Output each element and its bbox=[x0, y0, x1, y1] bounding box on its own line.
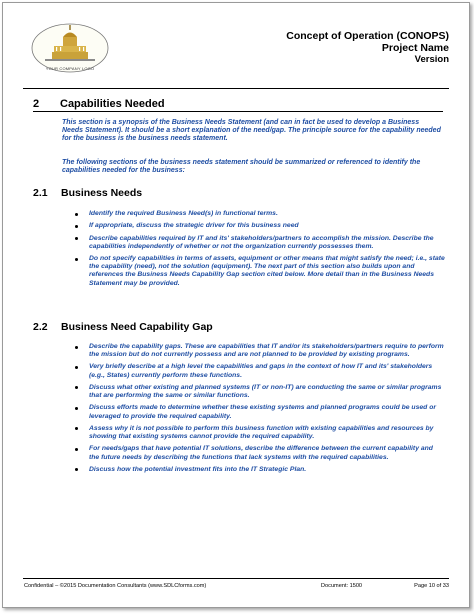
list-item: Discuss what other existing and planned systems (IT or non-IT) are conducting the same or similar programs that are performing the same or similar functions. bbox=[75, 384, 445, 400]
footer-page-number: Page 10 of 33 bbox=[414, 583, 449, 589]
footer-document-number: Document: 1500 bbox=[321, 583, 363, 589]
version-label: Version bbox=[414, 54, 449, 65]
footer-copyright: Confidential – ©2015 Documentation Consultants (www.SDLCforms.com) bbox=[24, 583, 207, 589]
list-item: Do not specify capabilities in terms of assets, equipment or other means that might satisfy the need; i.e., state the capability (need), not the solution (equipment). The next part of this section also builds upon and references the Business Needs Capability Gap section cited below. More detail than in the Business Needs Statement may be provided. bbox=[75, 255, 445, 287]
list-item: If appropriate, discuss the strategic driver for this business need bbox=[75, 222, 445, 230]
section-number: 2 bbox=[33, 98, 40, 110]
subsection-title: Business Need Capability Gap bbox=[61, 321, 213, 333]
footer-divider bbox=[23, 578, 449, 579]
business-needs-list bbox=[75, 210, 445, 292]
subsection-title: Business Needs bbox=[61, 187, 143, 199]
header-divider bbox=[23, 88, 449, 89]
logo-caption: YOUR COMPANY LOGO bbox=[45, 66, 95, 71]
subsection-number: 2.1 bbox=[33, 187, 48, 199]
subsection-number: 2.2 bbox=[33, 321, 48, 333]
project-name: Project Name bbox=[381, 42, 449, 54]
subsection-heading bbox=[33, 187, 142, 199]
list-item: Describe capabilities required by IT and its' stakeholders/partners to accomplish the mission. Describe the capabilities independently of whether or not the organization currently possesses them. bbox=[75, 235, 445, 251]
page-header bbox=[286, 30, 449, 66]
list-item: Discuss how the potential investment fits into the IT Strategic Plan. bbox=[75, 466, 445, 474]
subsection-heading bbox=[33, 321, 213, 333]
list-item: Describe the capability gaps. These are capabilities that IT and/or its stakeholders/partners require to perform the mission but do not currently possess and are not planned to be provided by existing programs. bbox=[75, 343, 445, 359]
document-title: Concept of Operation (CONOPS) bbox=[286, 30, 449, 42]
company-logo bbox=[30, 20, 110, 80]
list-item: For needs/gaps that have potential IT solutions, describe the difference between the current capability and the future needs by describing the functions that lack systems with the required capabilities. bbox=[75, 445, 445, 461]
intro-paragraph: This section is a synopsis of the Business Needs Statement (and can in fact be used to develop a Business Needs Statement). It should be a short explanation of the need/gap. The principle source for the capability needed for the business is the business needs statement. bbox=[62, 119, 441, 143]
intro-paragraph-2: The following sections of the business needs statement should be summarized or referenced to identify the capabilities needed for the business: bbox=[62, 159, 421, 175]
list-item: Very briefly describe at a high level the capabilities and gaps in the context of how IT and its' stakeholders (e.g., States) currently perform these functions. bbox=[75, 363, 445, 379]
capability-gap-list bbox=[75, 343, 445, 478]
document-page bbox=[2, 2, 470, 608]
section-heading bbox=[33, 98, 443, 112]
list-item: Identify the required Business Need(s) in functional terms. bbox=[75, 210, 445, 218]
section-title: Capabilities Needed bbox=[60, 98, 165, 110]
list-item: Discuss efforts made to determine whether these existing systems and planned programs could be used or leveraged to provide the required capability. bbox=[75, 404, 445, 420]
list-item: Assess why it is not possible to perform this business function with existing capabilities and resources by showing that existing systems cannot provide the required capability. bbox=[75, 425, 445, 441]
